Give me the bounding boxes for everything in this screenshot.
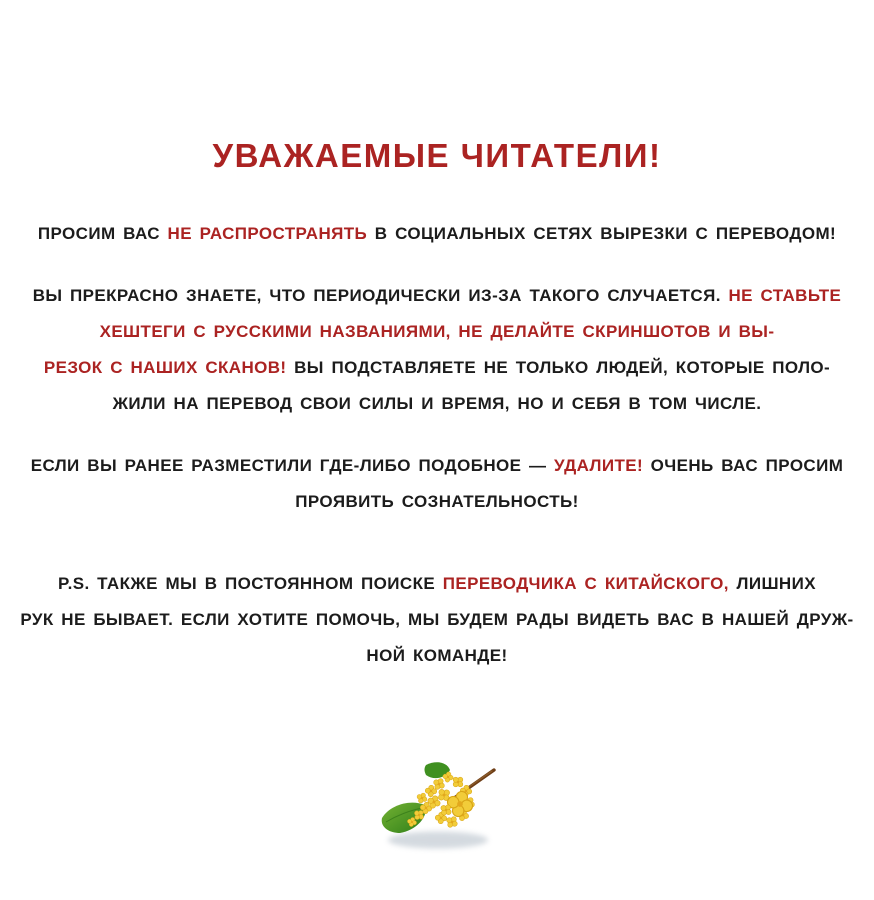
text-line [0, 350, 874, 386]
text-line [0, 386, 874, 422]
text-line [0, 216, 874, 252]
text-segment: РУК НЕ БЫВАЕТ. ЕСЛИ ХОТИТЕ ПОМОЧЬ, МЫ БУДЕМ РАДЫ ВИДЕТЬ ВАС В НАШЕЙ ДРУЖ- [20, 610, 854, 629]
text-segment: НОЙ КОМАНДЕ! [366, 646, 508, 665]
text-segment: В СОЦИАЛЬНЫХ СЕТЯХ ВЫРЕЗКИ С ПЕРЕВОДОМ! [367, 224, 837, 243]
highlighted-text: УДАЛИТЕ! [554, 456, 644, 475]
text-segment: ВЫ ПОДСТАВЛЯЕТЕ НЕ ТОЛЬКО ЛЮДЕЙ, КОТОРЫЕ ПОЛО- [286, 358, 831, 377]
text-segment: ОЧЕНЬ ВАС ПРОСИМ [643, 456, 844, 475]
text-line [0, 278, 874, 314]
page-title: УВАЖАЕМЫЕ ЧИТАТЕЛИ! [212, 137, 662, 174]
text-line [0, 566, 874, 602]
text-segment: ПРОЯВИТЬ СОЗНАТЕЛЬНОСТЬ! [295, 492, 579, 511]
text-segment: ВЫ ПРЕКРАСНО ЗНАЕТЕ, ЧТО ПЕРИОДИЧЕСКИ ИЗ-ЗА ТАКОГО СЛУЧАЕТСЯ. [32, 286, 729, 305]
paragraph-ps-recruiting [0, 566, 874, 674]
paragraph-no-sharing [0, 216, 874, 252]
paragraph-hashtags-warning [0, 278, 874, 422]
highlighted-text: РЕЗОК С НАШИХ СКАНОВ! [43, 358, 287, 377]
text-line [0, 314, 874, 350]
osmanthus-flower-illustration [0, 758, 874, 859]
osmanthus-flower-icon [376, 758, 498, 854]
paragraph-delete-request [0, 448, 874, 520]
text-line [0, 638, 874, 674]
text-segment: P.S. ТАКЖЕ МЫ В ПОСТОЯННОМ ПОИСКЕ [58, 574, 443, 593]
highlighted-text: ПЕРЕВОДЧИКА С КИТАЙСКОГО, [442, 574, 729, 593]
text-line [0, 484, 874, 520]
text-segment: ЕСЛИ ВЫ РАНЕЕ РАЗМЕСТИЛИ ГДЕ-ЛИБО ПОДОБНОЕ — [30, 456, 554, 475]
text-segment: ЖИЛИ НА ПЕРЕВОД СВОИ СИЛЫ И ВРЕМЯ, НО И СЕБЯ В ТОМ ЧИСЛЕ. [112, 394, 762, 413]
highlighted-text: НЕ СТАВЬТЕ [728, 286, 842, 305]
highlighted-text: НЕ РАСПРОСТРАНЯТЬ [167, 224, 368, 243]
text-line [0, 448, 874, 484]
text-line [0, 602, 874, 638]
text-segment: ЛИШНИХ [728, 574, 816, 593]
highlighted-text: ХЕШТЕГИ С РУССКИМИ НАЗВАНИЯМИ, НЕ ДЕЛАЙТЕ СКРИНШОТОВ И ВЫ- [99, 322, 775, 341]
text-segment: ПРОСИМ ВАС [37, 224, 168, 243]
